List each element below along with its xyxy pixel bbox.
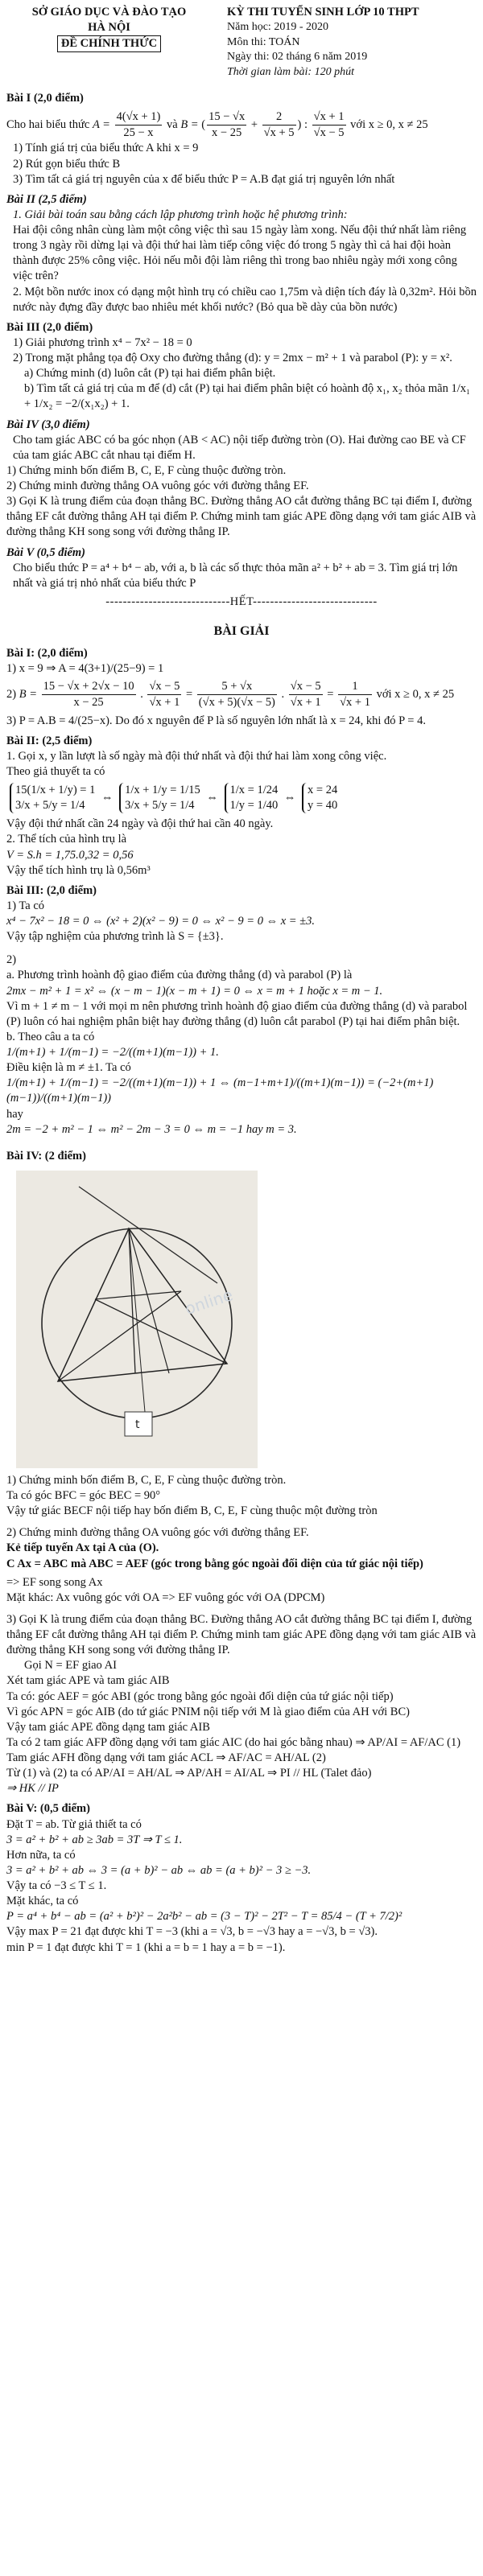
s3-11: 1/(m+1) + 1/(m−1) = −2/((m+1)(m−1)) + 1 ⇔ (m−1+m+1)/((m+1)(m−1)) = (−2+(m+1)(m−1))/((m+1)(m−1)) <box>6 1076 434 1105</box>
figure-label: t <box>135 1418 140 1431</box>
s4-14: Vậy tam giác APE đồng dạng tam giác AIB <box>6 1720 210 1734</box>
s1-3: 3) P = A.B = 4/(25−x). Do đó x nguyên để P là số nguyên lớn nhất là x = 24, khi đó P = 4. <box>6 714 426 727</box>
s1-1: 1) x = 9 ⇒ A = 4(3+1)/(25−9) = 1 <box>6 662 164 676</box>
exam-year: Năm học: 2019 - 2020 <box>227 21 328 34</box>
city-name: HÀ NỘI <box>88 21 130 35</box>
figure-watermark: online <box>182 1285 236 1319</box>
s4-10: Gọi N = EF giao AI <box>24 1659 117 1673</box>
b3-q2a: a) Chứng minh (d) luôn cắt (P) tại hai điểm phân biệt. <box>24 367 276 381</box>
s3-10: Điều kiện là m ≠ ±1. Ta có <box>6 1061 131 1075</box>
geometry-figure <box>16 1171 258 1468</box>
s4-3: Vậy tứ giác BECF nội tiếp hay bốn điểm B, C, E, F cùng thuộc một đường tròn <box>6 1504 378 1518</box>
s5-5: Vậy ta có −3 ≤ T ≤ 1. <box>6 1879 107 1893</box>
s5-4: 3 = a² + b² + ab ⇔ 3 = (a + b)² − ab ⇔ ab = (a + b)² − 3 ≥ −3. <box>6 1863 312 1877</box>
s3-4: 2) <box>6 953 17 967</box>
s4-16: Tam giác AFH đồng dạng với tam giác ACL ⇒ AF/AC = AH/AL (2) <box>6 1751 326 1765</box>
header-left <box>6 5 212 80</box>
s4-5: Kẻ tiếp tuyến Ax tại A của (O). <box>6 1541 159 1555</box>
b4-q1: 1) Chứng minh bốn điểm B, C, E, F cùng thuộc đường tròn. <box>6 463 287 477</box>
exam-duration: Thời gian làm bài: 120 phút <box>227 65 354 78</box>
b2-q1-text: Hai đội công nhân cùng làm một công việc thì sau 15 ngày làm xong. Nếu đội thứ nhất làm riêng trong 3 ngày rồi dừng lại và đội thứ hai làm tiếp công việc đó trong 5 ngày thì cả hai đội hoàn thành được 25% công việc. Hỏi nếu mỗi đội làm riêng thì trong bao nhiêu ngày mới xong công việc trên? <box>13 224 467 283</box>
s1-title: Bài I: (2,0 điểm) <box>6 647 88 660</box>
tangent-line <box>79 1187 217 1283</box>
official-badge: ĐỀ CHÍNH THỨC <box>57 35 161 52</box>
b4-q2: 2) Chứng minh đường thẳng OA vuông góc với đường thẳng EF. <box>6 479 309 492</box>
b3-q2b: b) Tìm tất cả giá trị của m để (d) cắt (P) tại hai điểm phân biệt có hoành độ x₁, x₂ thỏa mãn 1/x₁ + 1/x₂ = −2/(x₁x₂) + 1. <box>24 382 471 411</box>
s1-2-cond: với x ≥ 0, x ≠ 25 <box>376 688 455 702</box>
end-divider: -----------------------------HẾT----------------------------- <box>105 595 378 608</box>
segment-ef <box>95 1291 181 1299</box>
s2-1: 1. Gọi x, y lần lượt là số ngày mà đội thứ nhất và đội thứ hai làm xong công việc. <box>6 749 387 763</box>
s4-13: Vì góc APN = góc AIB (do tứ giác PNIM nội tiếp với M là giao điểm của AH với BC) <box>6 1705 410 1718</box>
s2-4: 2. Thể tích của hình trụ là <box>6 833 127 846</box>
s2-3: Vậy đội thứ nhất cần 24 ngày và đội thứ hai cần 40 ngày. <box>6 817 274 831</box>
s3-12: hay <box>6 1107 23 1121</box>
exam-date: Ngày thi: 02 tháng 6 năm 2019 <box>227 51 368 64</box>
b2-q1-head: 1. Giải bài toán sau bằng cách lập phương trình hoặc hệ phương trình: <box>13 208 348 221</box>
b4-title: Bài IV (3,0 điểm) <box>6 418 90 431</box>
s3-1: 1) Ta có <box>6 899 45 912</box>
s4-17: Từ (1) và (2) ta có AP/AI = AH/AL ⇒ AP/AH = AI/AL ⇒ PI // HL (Talet đảo) <box>6 1767 372 1780</box>
s2-6: Vậy thể tích hình trụ là 0,56m³ <box>6 863 151 877</box>
s5-2: 3 = a² + b² + ab ≥ 3ab = 3T ⇒ T ≤ 1. <box>6 1833 183 1846</box>
b5-text: Cho biểu thức P = a⁴ + b⁴ − ab, với a, b là các số thực thỏa mãn a² + b² + ab = 3. Tìm giá trị lớn nhất và giá trị nhỏ nhất của biểu thức P <box>13 561 458 590</box>
b3-q1: 1) Giải phương trình x⁴ − 7x² − 18 = 0 <box>13 335 192 349</box>
exam-header <box>6 5 477 80</box>
s5-8: Vậy max P = 21 đạt được khi T = −3 (khi a = √3, b = −√3 hay a = −√3, b = √3). <box>6 1925 378 1939</box>
s3-5: a. Phương trình hoành độ giao điểm của đường thẳng (d) và parabol (P) là <box>6 969 353 982</box>
s3-3: Vậy tập nghiệm của phương trình là S = {±3}. <box>6 930 224 944</box>
s4-2: Ta có góc BFC = góc BEC = 90° <box>6 1489 161 1503</box>
b1-q2: 2) Rút gọn biểu thức B <box>13 157 121 171</box>
s3-8: b. Theo câu a ta có <box>6 1030 95 1043</box>
b1-title: Bài I (2,0 điểm) <box>6 92 84 105</box>
s2-title: Bài II: (2,5 điểm) <box>6 734 93 747</box>
s2-5: V = S.h = 1,75.0,32 = 0,56 <box>6 848 134 862</box>
s3-9: 1/(m+1) + 1/(m−1) = −2/((m+1)(m−1)) + 1. <box>6 1046 219 1060</box>
b1-q3: 3) Tìm tất cả giá trị nguyên của x để biểu thức P = A.B đạt giá trị nguyên lớn nhất <box>13 172 395 186</box>
b3-title: Bài III (2,0 điểm) <box>6 320 93 334</box>
s3-6: 2mx − m² + 1 = x² ⇔ (x − m − 1)(x − m + 1) = 0 ⇔ x = m + 1 hoặc x = m − 1. <box>6 984 383 998</box>
header-right <box>227 5 477 80</box>
s5-7: P = a⁴ + b⁴ − ab = (a² + b²)² − 2a²b² − ab = (3 − T)² − 2T² − T = 85/4 − (T + 7/2)² <box>6 1910 402 1924</box>
b1-cond: với x ≥ 0, x ≠ 25 <box>350 118 428 132</box>
altitude-ah <box>129 1228 135 1373</box>
b1-intro-line: Cho hai biểu thức A = $\frac{4(√x + 1)}{25 - x}$ và B = ( $\frac{15 - √x}{x - 25}$ + $\frac{2}{√x + 5}$ ) : $\frac{√x + 1}{√x - 5}$ với x ≥ 0, x ≠ 25 <box>6 110 428 140</box>
s4-18: ⇒ HK // IP <box>6 1782 59 1796</box>
b3-q2: 2) Trong mặt phẳng tọa độ Oxy cho đường thẳng (d): y = 2mx − m² + 1 và parabol (P): y = x². <box>13 352 452 364</box>
b4-q3: 3) Gọi K là trung điểm của đoạn thẳng BC. Đường thẳng AO cắt đường thẳng BC tại điểm I, đường thẳng EF cắt đường thẳng AH tại điểm P. Chứng minh tam giác APE đồng dạng với tam giác AIB và đường thẳng KH song song với đường thẳng IP. <box>6 495 477 539</box>
s4-4: 2) Chứng minh đường thẳng OA vuông góc với đường thẳng EF. <box>6 1526 309 1540</box>
altitude-be <box>58 1291 181 1381</box>
b2-title: Bài II (2,5 điểm) <box>6 192 87 206</box>
solution-title: BÀI GIẢI <box>213 624 270 638</box>
exam-subject: Môn thi: TOÁN <box>227 35 300 48</box>
s4-12: Ta có: góc AEF = góc ABI (góc trong bằng góc ngoài đối diện của tứ giác nội tiếp) <box>6 1689 394 1703</box>
s4-15: Ta có 2 tam giác AFP đồng dạng với tam giác AIC (do hai góc bằng nhau) ⇒ AP/AI = AF/AC (1) <box>6 1735 461 1749</box>
b5-title: Bài V (0,5 điểm) <box>6 545 86 559</box>
geometry-sketch <box>16 1171 258 1468</box>
s3-7: Vì m + 1 ≠ m − 1 với mọi m nên phương trình hoành độ giao điểm của đường thẳng (d) và parabol (P) luôn có hai nghiệm phân biệt hay đường thẳng (d) luôn cắt parabol (P) tại hai điểm phân biệt. <box>6 999 468 1028</box>
s4-6: C Ax = ABC mà ABC = AEF (góc trong bằng góc ngoài đối diện của tứ giác nội tiếp) <box>6 1557 423 1570</box>
s5-6: Mặt khác, ta có <box>6 1895 79 1908</box>
s1-2-line: 2) B = $\frac{15 - √x + 2√x - 10}{x - 25}$ . $\frac{√x - 5}{√x + 1}$ = $\frac{5 + √x}{(√x + 5)(√x - 5)}$ . $\frac{√x - 5}{√x + 1}$ = $\frac{1}{√x + 1}$ với x ≥ 0, x ≠ 25 <box>6 680 455 710</box>
s5-title: Bài V: (0,5 điểm) <box>6 1802 90 1816</box>
exam-title: KỲ THI TUYỂN SINH LỚP 10 THPT <box>227 6 419 19</box>
s4-11: Xét tam giác APE và tam giác AIB <box>6 1674 170 1688</box>
s4-1: 1) Chứng minh bốn điểm B, C, E, F cùng thuộc đường tròn. <box>6 1473 287 1487</box>
s2-system: 15(1/x + 1/y) = 1 3/x + 5/y = 1/4 ⇔ 1/x + 1/y = 1/15 3/x + 5/y = 1/4 ⇔ 1/x = 1/24 1/y = 1/40 ⇔ x = 24 y = 40 <box>6 783 477 813</box>
dept-name: SỞ GIÁO DỤC VÀ ĐÀO TẠO <box>31 6 187 19</box>
b1-intro: Cho hai biểu thức <box>6 118 90 132</box>
s5-3: Hơn nữa, ta có <box>6 1848 76 1862</box>
s4-8: Mặt khác: Ax vuông góc với OA => EF vuông góc với OA (DPCM) <box>6 1590 325 1604</box>
s5-1: Đặt T = ab. Từ giả thiết ta có <box>6 1817 142 1831</box>
s4-9: 3) Gọi K là trung điểm của đoạn thẳng BC. Đường thẳng AO cắt đường thẳng BC tại điểm I, đường thẳng EF cắt đường thẳng AH tại điểm P. Chứng minh tam giác APE đồng dạng với tam giác AIB và đường thẳng KH song song với đường thẳng IP. <box>6 1612 477 1657</box>
b2-q2-text: 2. Một bồn nước inox có dạng một hình trụ có chiều cao 1,75m và diện tích đáy là 0,32m². Hỏi bồn nước này đựng đầy được bao nhiêu mét khối nước? (Bỏ qua bề dày của bồn nước) <box>13 285 477 314</box>
s3-13: 2m = −2 + m² − 1 ⇔ m² − 2m − 3 = 0 ⇔ m = −1 hay m = 3. <box>6 1122 297 1136</box>
s3-title: Bài III: (2,0 điểm) <box>6 883 97 897</box>
s3-2: x⁴ − 7x² − 18 = 0 ⇔ (x² + 2)(x² − 9) = 0 ⇔ x² − 9 = 0 ⇔ x = ±3. <box>6 915 316 928</box>
s2-2: Theo giả thuyết ta có <box>6 764 105 778</box>
s4-7: => EF song song Ax <box>6 1575 103 1589</box>
b4-intro: Cho tam giác ABC có ba góc nhọn (AB < AC) nội tiếp đường tròn (O). Hai đường cao BE và CF của tam giác ABC cắt nhau tại điểm H. <box>13 433 466 462</box>
s4-title: Bài IV: (2 điểm) <box>6 1149 86 1162</box>
s5-9: min P = 1 đạt được khi T = 1 (khi a = b = 1 hay a = b = −1). <box>6 1940 286 1954</box>
b1-q1: 1) Tính giá trị của biểu thức A khi x = 9 <box>13 142 199 155</box>
